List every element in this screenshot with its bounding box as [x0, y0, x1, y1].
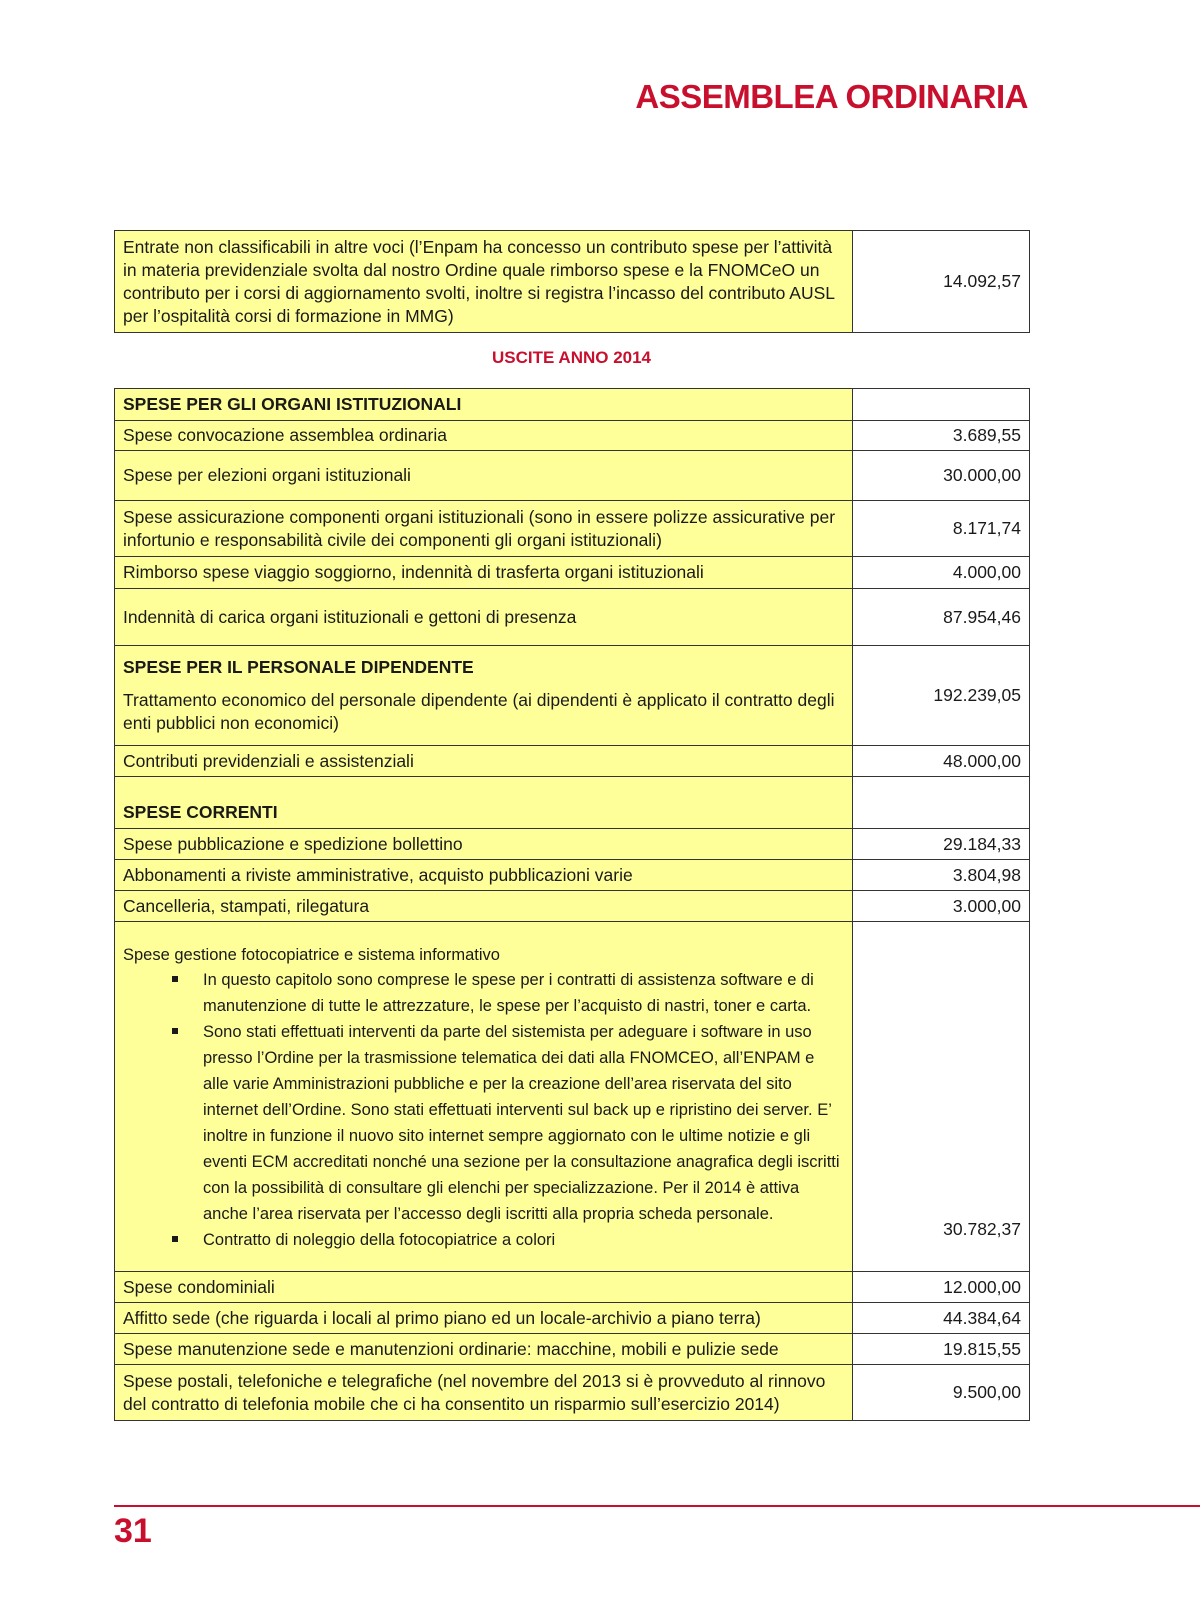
row-amount: 30.782,37	[853, 922, 1030, 1272]
table-row	[115, 501, 1030, 557]
bullet-list	[123, 967, 844, 1253]
row-amount: 3.000,00	[853, 891, 1030, 922]
list-item: Contratto di noleggio della fotocopiatrice a colori	[159, 1227, 844, 1253]
page-number: 31	[114, 1512, 152, 1550]
row-amount: 48.000,00	[853, 746, 1030, 777]
row-amount: 30.000,00	[853, 451, 1030, 501]
section-heading: SPESE CORRENTI	[115, 777, 853, 829]
table-row	[115, 1365, 1030, 1421]
row-label: Contributi previdenziali e assistenziali	[115, 746, 853, 777]
section-header-row	[115, 777, 1030, 829]
row-label: Spese postali, telefoniche e telegrafiche (nel novembre del 2013 si è provveduto al rinnovo del contratto di telefonia mobile che ci ha consentito un risparmio sull’esercizio 2014)	[115, 1365, 853, 1421]
list-item: In questo capitolo sono comprese le spese per i contratti di assistenza software e di manutenzione di tutte le attrezzature, le spese per l’acquisto di nastri, toner e carta.	[159, 967, 844, 1019]
row-amount: 9.500,00	[853, 1365, 1030, 1421]
table-row	[115, 421, 1030, 451]
table-row	[115, 891, 1030, 922]
table-row	[115, 1272, 1030, 1303]
row-label	[115, 922, 853, 1272]
list-item: Sono stati effettuati interventi da parte del sistemista per adeguare i software in uso presso l’Ordine per la trasmissione telematica dei dati alla FNOMCEO, all’ENPAM e alle varie Amministrazioni pubbliche e per la creazione dell’area riservata del sito internet dell’Ordine. Sono stati effettuati interventi sul back up e ripristino dei server. E’ inoltre in funzione il nuovo sito internet sempre aggiornato con le ultime notizie e gli eventi ECM accreditati nonché una sezione per la consultazione anagrafica degli iscritti con la possibilità di consultare gli elenchi per specializzazione. Per il 2014 è attiva anche l’area riservata per l’accesso degli iscritti alla propria scheda personale.	[159, 1019, 844, 1227]
row-amount: 192.239,05	[853, 646, 1030, 746]
row-amount: 4.000,00	[853, 557, 1030, 589]
row-label: Spese assicurazione componenti organi istituzionali (sono in essere polizze assicurative per infortunio e responsabilità civile dei componenti gli organi istituzionali)	[115, 501, 853, 557]
row-amount: 3.804,98	[853, 860, 1030, 891]
expenses-table	[114, 388, 1030, 1421]
table-row	[115, 922, 1030, 1272]
bullet-icon	[172, 1028, 178, 1034]
row-amount: 44.384,64	[853, 1303, 1030, 1334]
row-label: Spese convocazione assemblea ordinaria	[115, 421, 853, 451]
section-heading: SPESE PER GLI ORGANI ISTITUZIONALI	[115, 389, 853, 421]
row-label-text: Trattamento economico del personale dipendente (ai dipendenti è applicato il contratto degli enti pubblici non economici)	[123, 690, 835, 733]
bullet-icon	[172, 1236, 178, 1242]
table-row	[115, 746, 1030, 777]
row-label: Rimborso spese viaggio soggiorno, indennità di trasferta organi istituzionali	[115, 557, 853, 589]
table-row	[115, 1303, 1030, 1334]
row-amount: 29.184,33	[853, 829, 1030, 860]
table-row	[115, 1334, 1030, 1365]
table-row	[115, 860, 1030, 891]
row-amount: 19.815,55	[853, 1334, 1030, 1365]
bullet-icon	[172, 976, 178, 982]
row-amount: 87.954,46	[853, 589, 1030, 646]
row-label: Spese manutenzione sede e manutenzioni ordinarie: macchine, mobili e pulizie sede	[115, 1334, 853, 1365]
table-row	[115, 829, 1030, 860]
table-row	[115, 557, 1030, 589]
row-label: Spese pubblicazione e spedizione bollettino	[115, 829, 853, 860]
row-label: Indennità di carica organi istituzionali e gettoni di presenza	[115, 589, 853, 646]
income-table	[114, 230, 1030, 333]
row-amount: 8.171,74	[853, 501, 1030, 557]
row-label: Abbonamenti a riviste amministrative, acquisto pubblicazioni varie	[115, 860, 853, 891]
empty-amount	[853, 777, 1030, 829]
footer-divider	[114, 1505, 1200, 1507]
row-label	[115, 646, 853, 746]
section-caption: USCITE ANNO 2014	[491, 348, 652, 367]
row-label: Spese condominiali	[115, 1272, 853, 1303]
table-row	[115, 451, 1030, 501]
section-heading: SPESE PER IL PERSONALE DIPENDENTE	[123, 657, 474, 677]
table-row	[115, 589, 1030, 646]
row-amount: 12.000,00	[853, 1272, 1030, 1303]
row-amount: 14.092,57	[853, 231, 1030, 333]
row-amount: 3.689,55	[853, 421, 1030, 451]
empty-amount	[853, 389, 1030, 421]
row-label-text: Spese gestione fotocopiatrice e sistema informativo	[123, 946, 500, 964]
section-header-row	[115, 389, 1030, 421]
table-row	[115, 231, 1030, 333]
row-label: Affitto sede (che riguarda i locali al primo piano ed un locale-archivio a piano terra)	[115, 1303, 853, 1334]
row-label: Cancelleria, stampati, rilegatura	[115, 891, 853, 922]
row-label: Spese per elezioni organi istituzionali	[115, 451, 853, 501]
table-row	[115, 646, 1030, 746]
page-title: ASSEMBLEA ORDINARIA	[635, 78, 1028, 115]
row-label: Entrate non classificabili in altre voci (l’Enpam ha concesso un contributo spese per l’attività in materia previdenziale svolta dal nostro Ordine quale rimborso spese e la FNOMCeO un contributo per i corsi di aggiornamento svolti, inoltre si registra l’incasso del contributo AUSL per l’ospitalità corsi di formazione in MMG)	[115, 231, 853, 333]
